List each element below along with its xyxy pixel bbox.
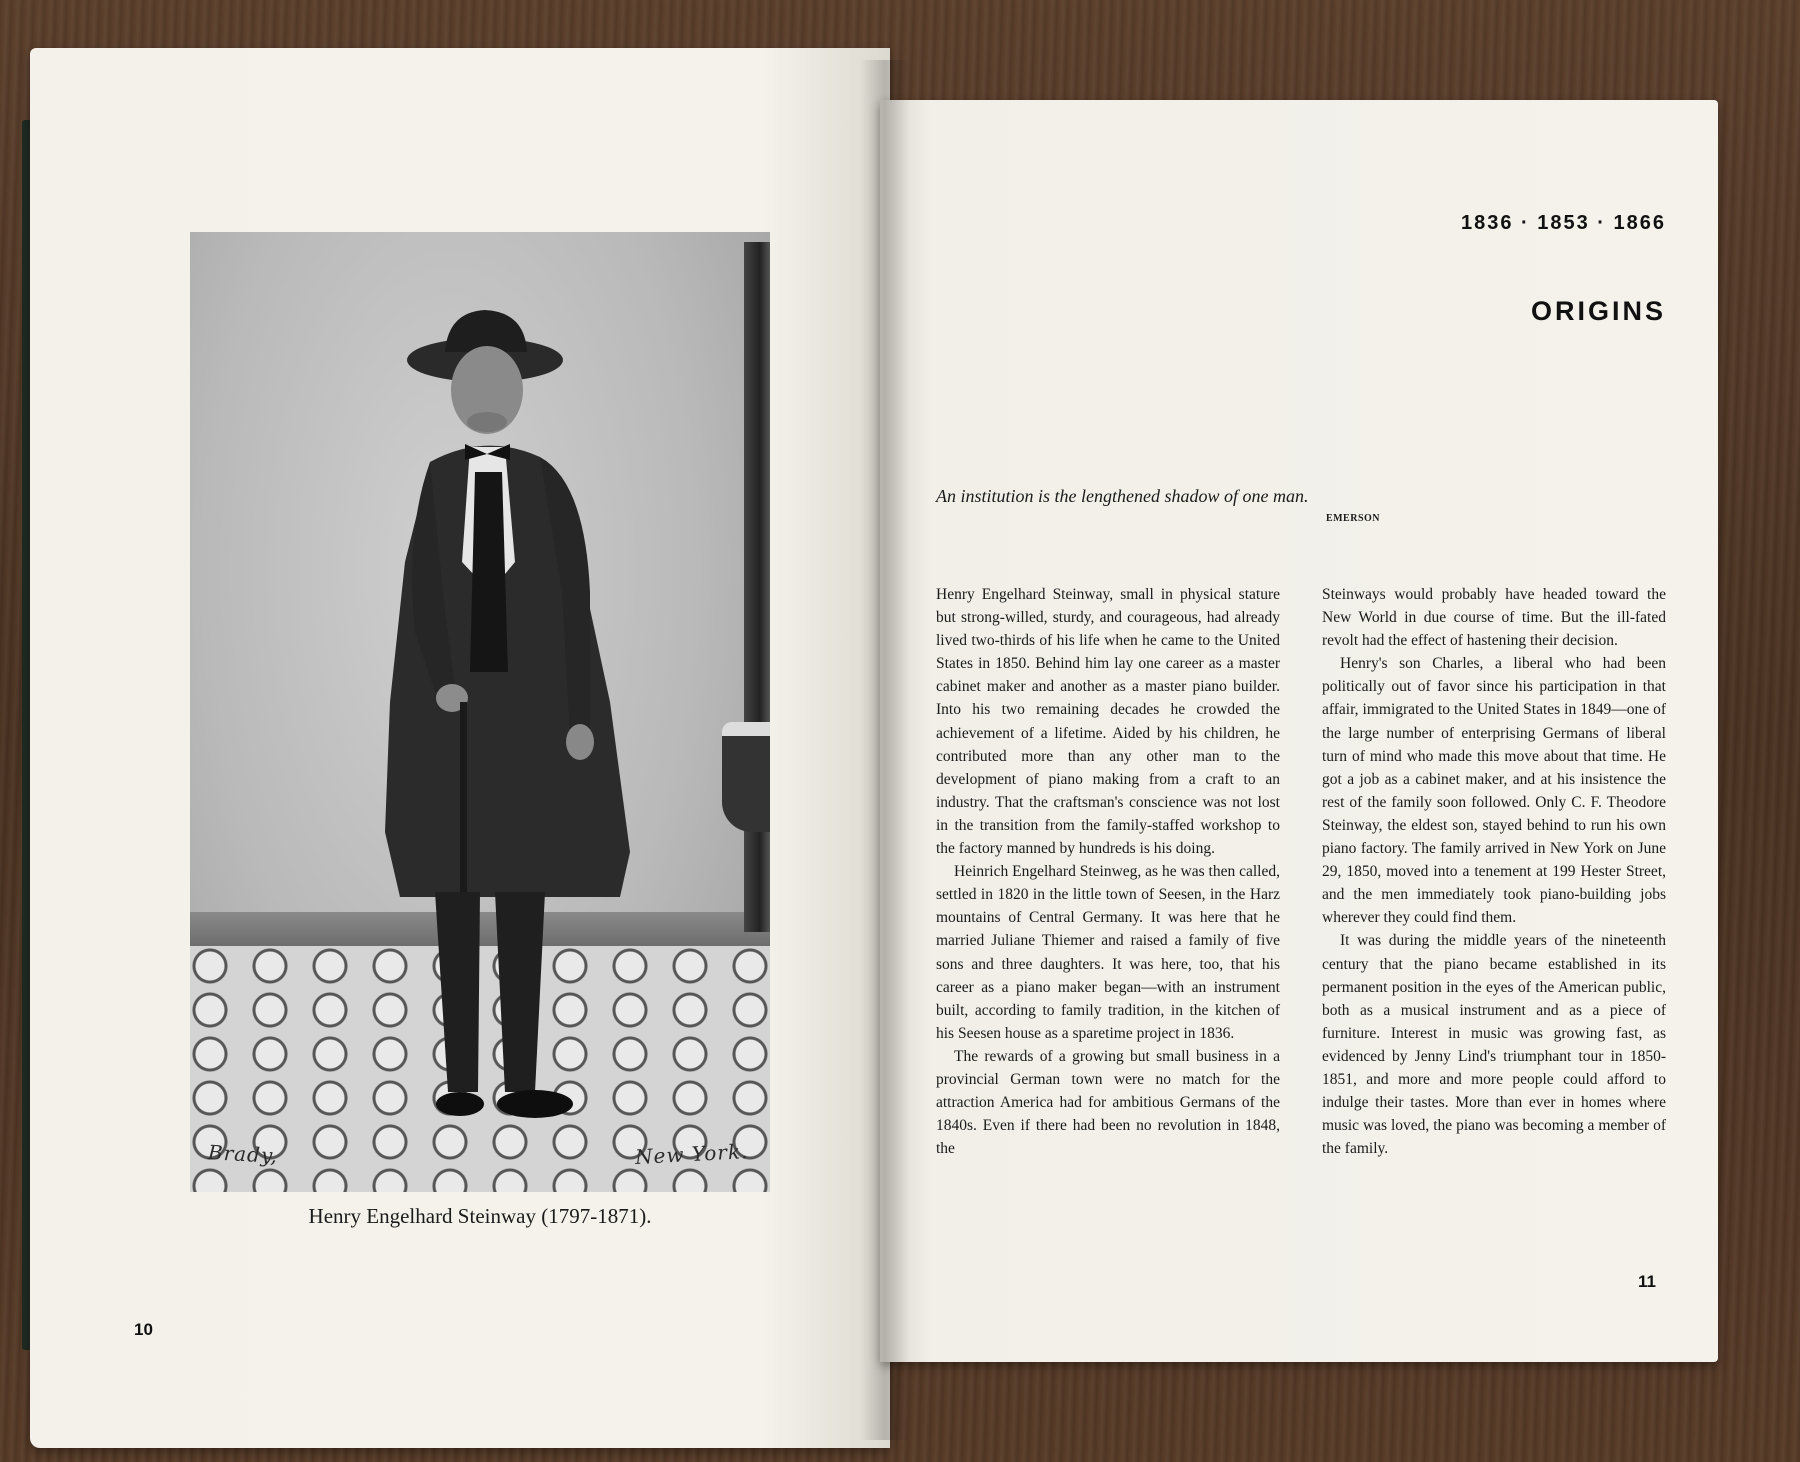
page-number-left: 10 (134, 1320, 153, 1339)
paragraph: Steinways would probably have headed toward the New World in due course of time. But the ill-fated revolt had the effect of hastening their decision. (1322, 586, 1666, 650)
epigraph-author: EMERSON (1325, 513, 1380, 524)
paragraph: Henry's son Charles, a liberal who had been politically out of favor since his participation in that affair, immigrated to the United States in 1849—one of the large number of enterprising Germans of liberal turn of mind who made this move about that time. He got a job as a cabinet maker, and at his insistence the rest of the family soon followed. Only C. F. Theodore Steinway, the eldest son, stayed behind to run his own piano factory. The family arrived in New York on June 29, 1850, moved into a tenement at 199 Hester Street, and the men immediately took piano-building jobs wherever they could find them. (1322, 655, 1666, 927)
photo-signature-left: Brady, (207, 1140, 279, 1168)
portrait-photograph (190, 232, 770, 1192)
photo-caption: Henry Engelhard Steinway (1797-1871). (308, 1204, 652, 1228)
epigraph-quote: An institution is the lengthened shadow of one man. (936, 486, 1309, 506)
photo-signature-right: New York. (634, 1139, 749, 1169)
text-column-right (1322, 583, 1666, 1160)
text-column-left (936, 583, 1280, 1160)
chapter-years: 1836 · 1853 · 1866 (1460, 212, 1666, 234)
paragraph: Henry Engelhard Steinway, small in physical stature but strong-willed, sturdy, and courageous, had already lived two-thirds of his life when he came to the United States in 1850. Behind him lay one career as a master cabinet maker and another as a master piano builder. Into his two remaining decades he crowded the achievement of a lifetime. Aided by his children, he contributed more than any other man to the development of piano making from a craft to an industry. That the craftsman's conscience was not lost in the transition from the family-staffed workshop to the factory manned by hundreds is his doing. (936, 586, 1280, 858)
book-gutter (860, 60, 910, 1440)
paragraph: The rewards of a growing but small business in a provincial German town were no match for the attraction America had for ambitious Germans of the 1840s. Even if there had been no revolution in 1848, the (936, 1047, 1280, 1158)
paragraph: It was during the middle years of the nineteenth century that the piano became established in its permanent position in the eyes of the American public, both as a musical instrument and as a piece of furniture. Interest in music was growing fast, as evidenced by Jenny Lind's triumphant tour in 1850-1851, and more and more people could afford to indulge their tastes. More than ever in homes where music was loved, the piano was becoming a member of the family. (1322, 932, 1666, 1158)
paragraph: Heinrich Engelhard Steinweg, as he was then called, settled in 1820 in the little town of Seesen, in the Harz mountains of Central Germany. It was here that he married Juliane Thiemer and raised a family of five sons and three daughters. It was here, too, that his career as a piano maker began—with an instrument built, according to family tradition, in the kitchen of his Seesen house as a sparetime project in 1836. (936, 863, 1280, 1042)
page-number-right: 11 (1638, 1272, 1656, 1291)
standing-man-figure (190, 232, 770, 1192)
chapter-title: ORIGINS (1530, 296, 1666, 326)
